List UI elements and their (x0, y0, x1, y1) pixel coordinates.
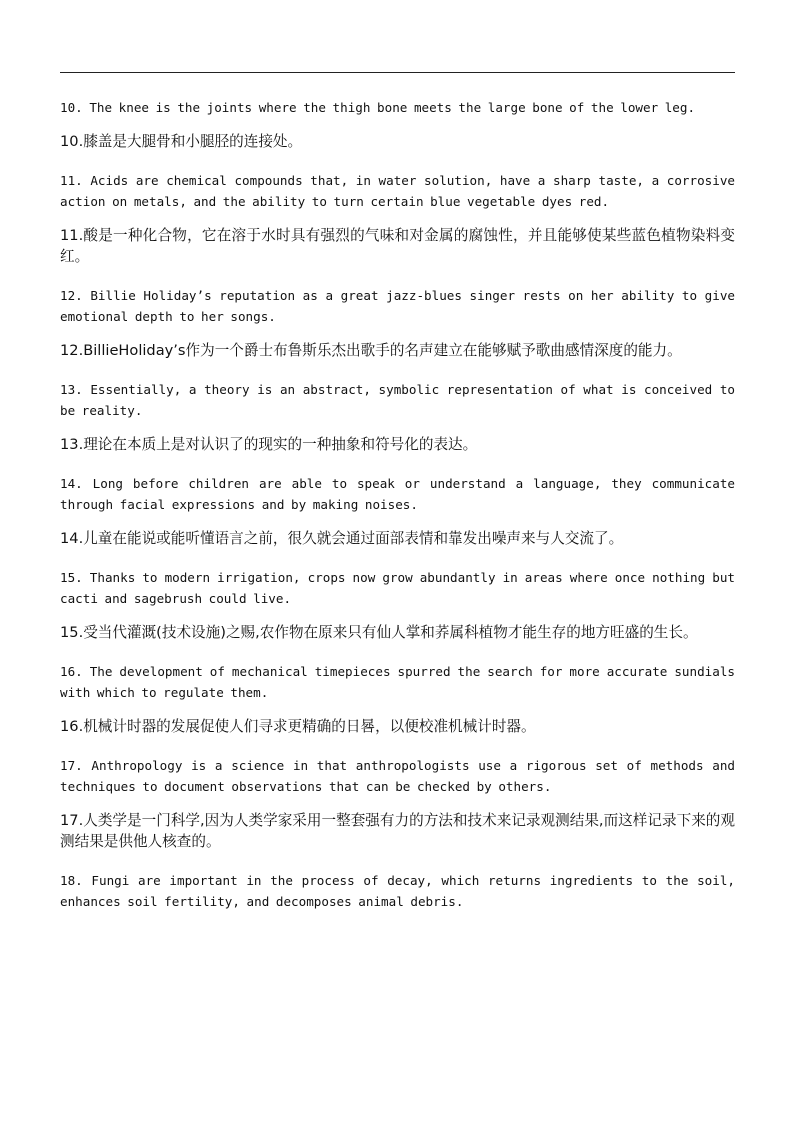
sentence-16-chinese: 16.机械计时器的发展促使人们寻求更精确的日晷，以便校准机械计时器。 (60, 718, 536, 735)
sentence-11-english: 11. Acids are chemical compounds that, in water solution, have a sharp taste, a corrosive action on metals, and the ability to turn certain blue vegetable dyes red. (60, 173, 735, 209)
sentence-16-english: 16. The development of mechanical timepieces spurred the search for more accurate sundials with which to regulate them. (60, 664, 735, 700)
sentence-12-chinese: 12.BillieHoliday’s作为一个爵士布鲁斯乐杰出歌手的名声建立在能够赋予歌曲感情深度的能力。 (60, 342, 682, 359)
sentence-list (60, 97, 735, 925)
sentence-18-english: 18. Fungi are important in the process of decay, which returns ingredients to the soil, enhances soil fertility, and decomposes animal debris. (60, 873, 735, 909)
sentence-10-chinese: 10.膝盖是大腿骨和小腿胫的连接处。 (60, 133, 303, 150)
sentence-14-chinese: 14.儿童在能说或能听懂语言之前，很久就会通过面部表情和靠发出噪声来与人交流了。 (60, 530, 624, 547)
sentence-15-english: 15. Thanks to modern irrigation, crops now grow abundantly in areas where once nothing but cacti and sagebrush could live. (60, 570, 735, 606)
sentence-15-chinese: 15.受当代灌溉(技术设施)之赐,农作物在原来只有仙人掌和荞属科植物才能生存的地方旺盛的生长。 (60, 624, 698, 641)
sentence-13-chinese: 13.理论在本质上是对认识了的现实的一种抽象和符号化的表达。 (60, 436, 478, 453)
sentence-13-english: 13. Essentially, a theory is an abstract, symbolic representation of what is conceived to be reality. (60, 382, 735, 418)
header-rule (60, 72, 735, 73)
sentence-11-chinese: 11.酸是一种化合物，它在溶于水时具有强烈的气味和对金属的腐蚀性，并且能够使某些蓝色植物染料变红。 (60, 227, 735, 265)
sentence-17-english: 17. Anthropology is a science in that anthropologists use a rigorous set of methods and techniques to document observations that can be checked by others. (60, 758, 735, 794)
sentence-14-english: 14. Long before children are able to speak or understand a language, they communicate through facial expressions and by making noises. (60, 476, 735, 512)
sentence-12-english: 12. Billie Holiday’s reputation as a great jazz-blues singer rests on her ability to give emotional depth to her songs. (60, 288, 735, 324)
sentence-17-chinese: 17.人类学是一门科学,因为人类学家采用一整套强有力的方法和技术来记录观测结果,而这样记录下来的观测结果是供他人核查的。 (60, 812, 735, 850)
sentence-10-english: 10. The knee is the joints where the thigh bone meets the large bone of the lower leg. (60, 100, 696, 115)
